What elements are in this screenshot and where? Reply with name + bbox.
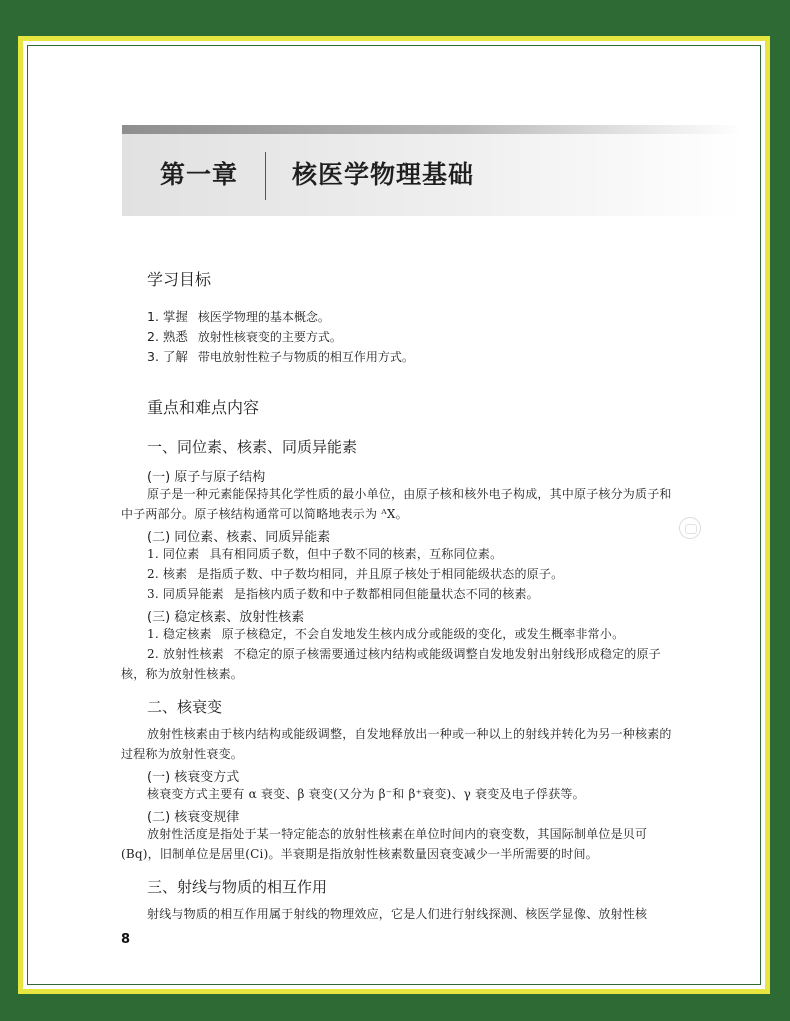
definition-term: 3. 同质异能素: [147, 587, 224, 601]
objective-text: 核医学物理的基本概念。: [197, 310, 330, 324]
objective-text: 带电放射性粒子与物质的相互作用方式。: [197, 350, 414, 364]
definition-term: 1. 同位素: [147, 547, 200, 561]
objective-item: [147, 347, 414, 365]
definition-item: [121, 644, 681, 684]
definition-text: 原子核稳定，不会自发地发生核内成分或能级的变化，或发生概率非常小。: [221, 627, 625, 641]
definition-item: [121, 544, 681, 564]
subsection-heading: (一) 原子与原子结构: [147, 470, 266, 485]
objective-label: 2. 熟悉: [147, 329, 188, 344]
objective-label: 1. 掌握: [147, 309, 188, 324]
definition-text: 是指质子数、中子数均相同，并且原子核处于相同能级状态的原子。: [197, 567, 564, 581]
definition-term: 1. 稳定核素: [147, 627, 212, 641]
objectives-heading: 学习目标: [147, 270, 212, 289]
paragraph: 核衰变方式主要有 α 衰变、β 衰变(又分为 β⁻和 β⁺衰变)、γ 衰变及电子俘获等。: [147, 787, 585, 801]
page-number: 8: [121, 932, 131, 947]
subsection-heading: (一) 核衰变方式: [147, 770, 240, 785]
subsection-heading: (三) 稳定核素、放射性核素: [147, 610, 305, 625]
definition-text: 是指核内质子数和中子数都相同但能量状态不同的核素。: [233, 587, 539, 601]
chapter-number: 第一章: [160, 160, 239, 189]
page-content: [23, 41, 765, 989]
objective-label: 3. 了解: [147, 349, 188, 364]
page-frame: [18, 36, 770, 994]
definition-term: 2. 核素: [147, 567, 188, 581]
paragraph: 放射性核素由于核内结构或能级调整，自发地释放出一种或一种以上的射线并转化为另一种核素的过程称为放射性衰变。: [121, 727, 672, 761]
section-heading: 三、射线与物质的相互作用: [147, 878, 328, 896]
definition-item: [121, 564, 681, 584]
definition-term: 2. 放射性核素: [147, 647, 224, 661]
objective-item: [147, 327, 342, 345]
subsection-heading: (二) 核衰变规律: [147, 810, 240, 825]
key-points-heading: 重点和难点内容: [147, 398, 260, 417]
section-heading: 二、核衰变: [147, 698, 223, 716]
paragraph: 原子是一种元素能保持其化学性质的最小单位，由原子核和核外电子构成，其中原子核分为质子和中子两部分。原子核结构通常可以简略地表示为 ᴬX。: [121, 487, 672, 521]
section-heading: 一、同位素、核素、同质异能素: [147, 438, 358, 456]
paragraph: 射线与物质的相互作用属于射线的物理效应，它是人们进行射线探测、核医学显像、放射性核: [147, 907, 648, 921]
definition-item: [121, 584, 681, 604]
subsection-heading: (二) 同位素、核素、同质异能素: [147, 530, 331, 545]
objective-item: [147, 307, 330, 325]
paragraph: 放射性活度是指处于某一特定能态的放射性核素在单位时间内的衰变数，其国际制单位是贝可(Bq)，旧制单位是居里(Ci)。半衰期是指放射性核素数量因衰变减少一半所需要的时间。: [121, 827, 648, 861]
definition-item: [121, 624, 681, 644]
objective-text: 放射性核衰变的主要方式。: [197, 330, 342, 344]
chapter-title: 核医学物理基础: [292, 160, 475, 189]
definition-text: 具有相同质子数，但中子数不同的核素，互称同位素。: [209, 547, 503, 561]
definition-text: 不稳定的原子核需要通过核内结构或能级调整自发地发射出射线形成稳定的原子核，称为放射性核素。: [121, 647, 661, 681]
watermark-icon: [679, 517, 701, 539]
